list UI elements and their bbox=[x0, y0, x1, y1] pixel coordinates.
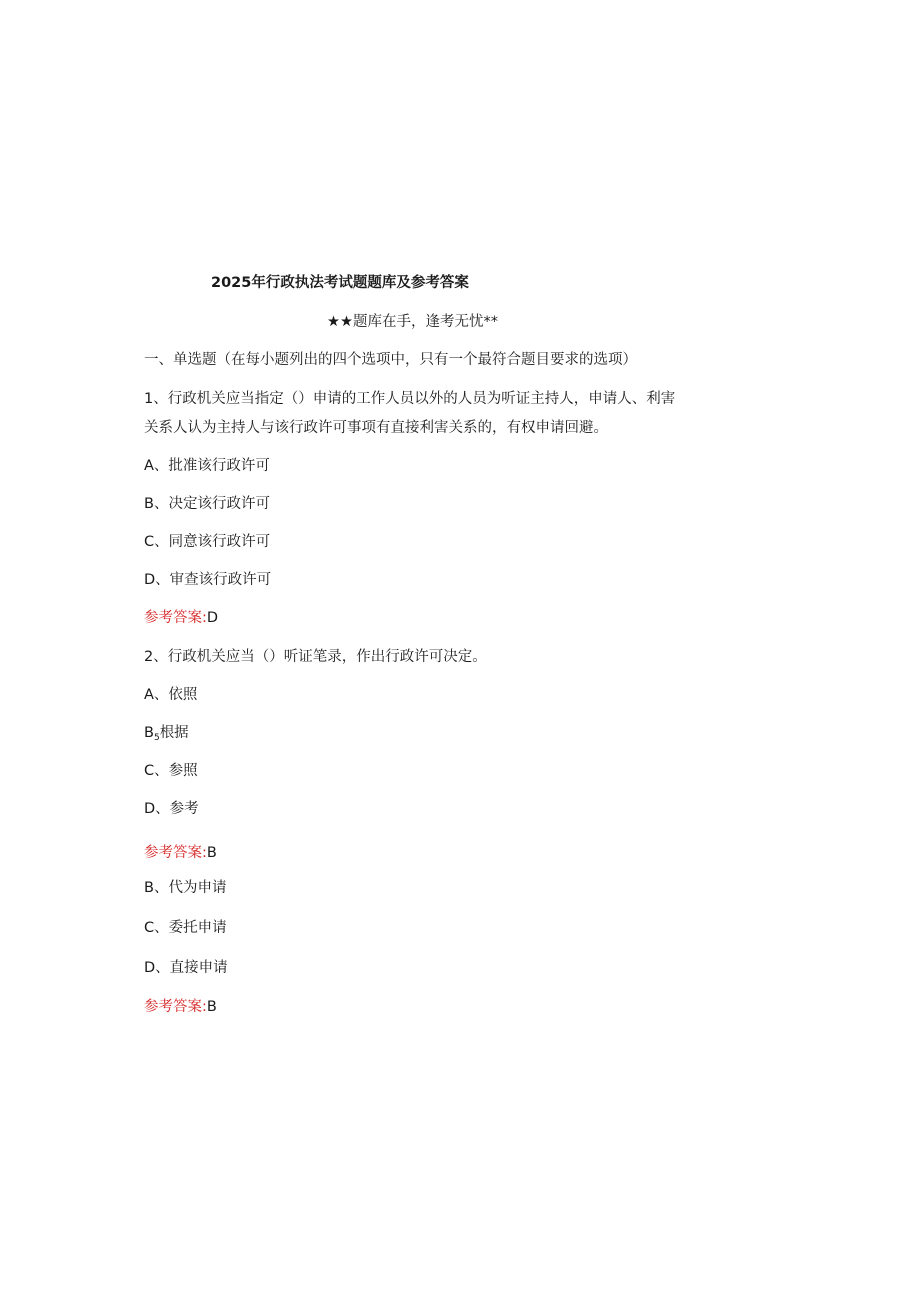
question-3-option-c: C、委托申请 bbox=[144, 920, 227, 936]
option-text: 根据 bbox=[159, 725, 189, 741]
question-2-option-d: D、参考 bbox=[144, 801, 199, 817]
question-1-option-d: D、审查该行政许可 bbox=[144, 572, 272, 588]
option-letter: B bbox=[144, 725, 154, 741]
question-1-option-a: A、批准该行政许可 bbox=[144, 458, 270, 474]
question-3-option-d: D、直接申请 bbox=[144, 960, 228, 976]
answer-label: 参考答案: bbox=[144, 610, 207, 626]
section-heading: 一、单选题（在每小题列出的四个选项中，只有一个最符合题目要求的选项） bbox=[144, 352, 637, 368]
question-2-option-b bbox=[144, 723, 189, 743]
option-subscript: 5 bbox=[153, 733, 160, 743]
question-1-stem-line-1: 1、行政机关应当指定（）申请的工作人员以外的人员为听证主持人，申请人、利害 bbox=[144, 391, 676, 407]
document-subtitle: ★★题库在手，逢考无忧** bbox=[327, 314, 498, 330]
question-1-option-c: C、同意该行政许可 bbox=[144, 534, 271, 550]
answer-value: B bbox=[206, 999, 217, 1015]
document-title: 2025年行政执法考试题题库及参考答案 bbox=[211, 275, 469, 291]
question-1-stem-line-2: 关系人认为主持人与该行政许可事项有直接利害关系的，有权申请回避。 bbox=[144, 420, 608, 436]
answer-value: D bbox=[206, 610, 219, 626]
question-1-option-b: B、决定该行政许可 bbox=[144, 496, 270, 512]
answer-label: 参考答案: bbox=[144, 845, 207, 861]
question-2-stem: 2、行政机关应当（）听证笔录，作出行政许可决定。 bbox=[144, 649, 487, 665]
answer-label: 参考答案: bbox=[144, 999, 207, 1015]
question-2-option-c: C、参照 bbox=[144, 763, 198, 779]
question-2-option-a: A、依照 bbox=[144, 687, 198, 703]
question-3-answer bbox=[144, 997, 217, 1017]
question-3-option-b: B、代为申请 bbox=[144, 880, 227, 896]
question-1-answer bbox=[144, 608, 218, 628]
question-2-answer bbox=[144, 843, 217, 863]
answer-value: B bbox=[206, 845, 217, 861]
